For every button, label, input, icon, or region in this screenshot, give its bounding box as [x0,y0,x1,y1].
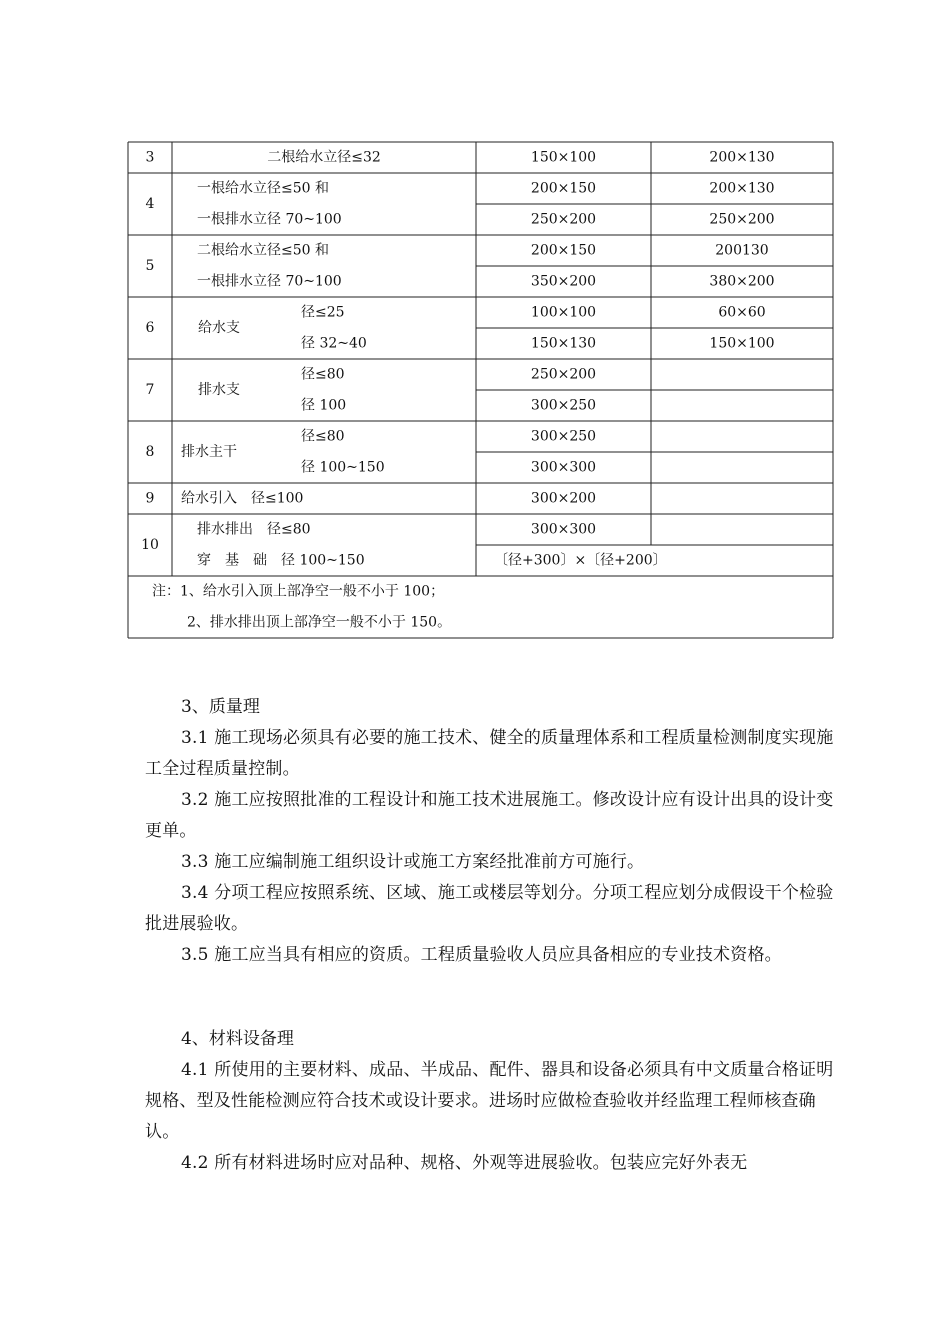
row-number: 3 [145,149,155,166]
pipe-opening-table [0,0,950,640]
pipe-description: 排水排出 径≤80 [197,521,311,538]
row-number: 9 [145,490,155,507]
opening-size: 380×200 [709,273,775,290]
opening-size: 250×200 [709,211,775,228]
row-number: 7 [145,382,155,398]
opening-size: 150×100 [530,149,597,166]
pipe-diameter: 径 100 [301,397,347,414]
paragraph-4-1: 4.1 所使用的主要材料、成品、半成品、配件、器具和设备必须具有中文质量合格证明规格、型及性能检测应符合技术或设计要求。进场时应做检查验收并经监理工程师核查确认。 [145,1060,834,1142]
paragraph-3-1: 3.1 施工现场必须具有必要的施工技术、健全的质量理体系和工程质量检测制度实现施工全过程质量控制。 [145,728,834,779]
paragraph-4-2: 4.2 所有材料进场时应对品种、规格、外观等进展验收。包装应完好外表无 [181,1153,748,1173]
row-number: 6 [145,320,155,336]
opening-size: 300×300 [530,459,597,476]
opening-size: 200130 [715,242,769,259]
pipe-description: 一根排水立径 70~100 [197,273,342,290]
row-number: 4 [145,196,155,212]
pipe-diameter: 径≤80 [301,428,345,445]
paragraph-3-5: 3.5 施工应当具有相应的资质。工程质量验收人员应具备相应的专业技术资格。 [181,945,782,965]
opening-size: 350×200 [530,273,597,290]
opening-size: 〔径+300〕×〔径+200〕 [494,552,667,569]
pipe-diameter: 径≤80 [301,366,345,383]
opening-size: 150×100 [709,335,775,352]
pipe-diameter: 径 32~40 [301,335,367,352]
opening-size: 250×200 [530,211,597,228]
pipe-description: 穿 基 础 径 100~150 [197,552,365,569]
section-3 [145,692,835,971]
pipe-description: 给水引入 径≤100 [181,490,304,507]
paragraph-3-2: 3.2 施工应按照批准的工程设计和施工技术进展施工。修改设计应有设计出具的设计变更单。 [145,790,834,841]
pipe-description: 二根给水立径≤32 [267,149,381,166]
pipe-name: 排水支 [198,382,240,398]
paragraph-3-4: 3.4 分项工程应按照系统、区域、施工或楼层等划分。分项工程应划分成假设干个检验批进展验收。 [145,883,834,934]
opening-size: 200×130 [709,180,775,197]
section-4-heading: 4、材料设备理 [181,1029,294,1049]
pipe-diameter: 径 100~150 [301,459,385,476]
opening-size: 150×130 [530,335,597,352]
opening-size: 300×300 [530,521,597,538]
row-number: 5 [145,258,155,274]
opening-size: 60×60 [718,304,766,321]
table-note: 2、排水排出顶上部净空一般不小于 150。 [187,614,452,631]
table-note: 注：1、给水引入顶上部净空一般不小于 100； [152,583,445,600]
opening-size: 200×150 [530,180,597,197]
section-4 [145,1024,835,1179]
opening-size: 200×150 [530,242,597,259]
section-3-heading: 3、质量理 [181,697,260,717]
opening-size: 300×200 [530,490,597,507]
pipe-diameter: 径≤25 [301,304,345,321]
opening-size: 250×200 [530,366,597,383]
opening-size: 300×250 [530,397,597,414]
paragraph-3-3: 3.3 施工应编制施工组织设计或施工方案经批准前方可施行。 [181,852,645,872]
pipe-description: 二根给水立径≤50 和 [197,242,329,259]
opening-size: 100×100 [530,304,597,321]
opening-size: 200×130 [709,149,775,166]
row-number: 8 [145,444,155,460]
pipe-description: 一根排水立径 70~100 [197,211,342,228]
pipe-name: 排水主干 [181,444,237,460]
pipe-name: 给水支 [198,320,240,336]
row-number: 10 [141,537,159,553]
pipe-description: 一根给水立径≤50 和 [197,180,329,197]
opening-size: 300×250 [530,428,597,445]
